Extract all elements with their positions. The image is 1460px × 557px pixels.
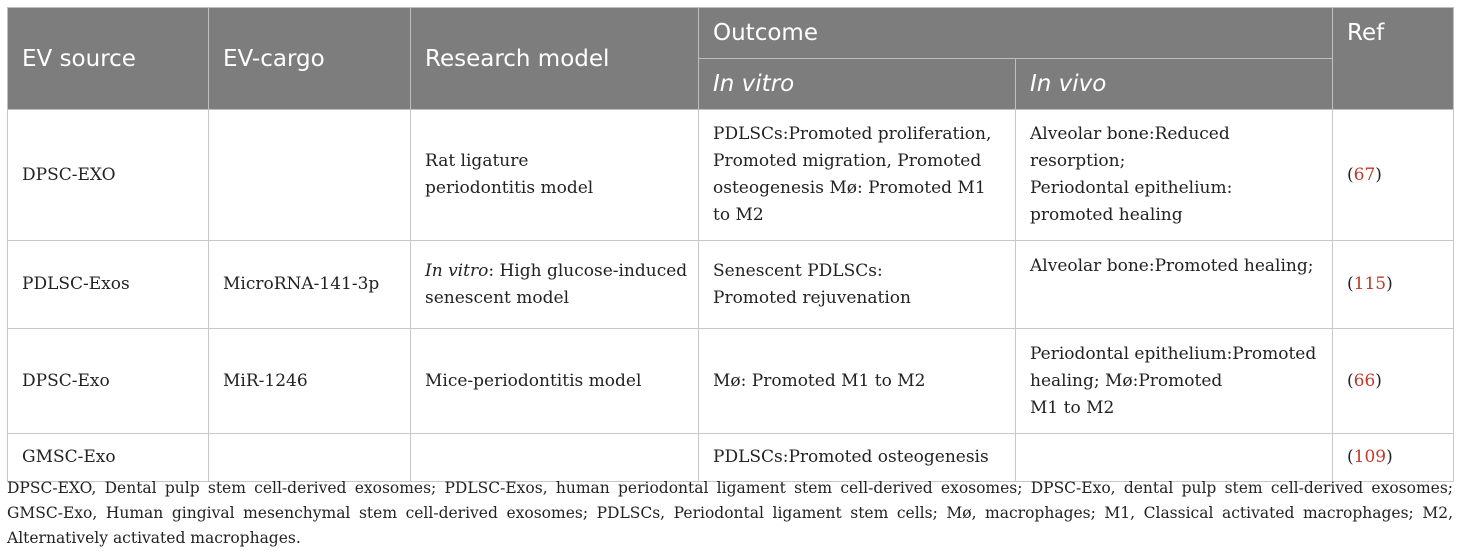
header-in-vitro: In vitro [699,59,1016,110]
header-ref: Ref [1333,8,1454,110]
cell-research-model [411,110,699,241]
cell-line: In vitro: High glucose-induced [425,260,688,281]
cell-ev-source: DPSC-EXO [8,110,209,241]
cell-line: Senescent PDLSCs: [713,260,883,281]
cell-line: Promoted migration, Promoted [713,151,982,171]
ev-table [7,7,1454,482]
cell-in-vitro [699,434,1016,482]
cell-line: healing; Mø:Promoted [1030,370,1223,391]
cell-line: PDLSCs:Promoted osteogenesis [713,447,989,467]
cell-in-vivo [1016,110,1333,241]
cell-line: Alveolar bone:Reduced resorption; [1030,124,1230,171]
header-ev-cargo: EV-cargo [209,8,411,110]
cell-ev-source: PDLSC-Exos [8,241,209,329]
cell-ev-source: GMSC-Exo [8,434,209,482]
cell-in-vivo [1016,241,1333,329]
cell-in-vivo [1016,329,1333,434]
cell-ev-cargo: MiR-1246 [209,329,411,434]
cell-line: Promoted rejuvenation [713,287,911,308]
ref-link[interactable]: 115 [1353,274,1387,294]
cell-line: Alveolar bone:Promoted healing; [1030,256,1314,276]
table-row [8,434,1454,482]
cell-line: Mice-periodontitis model [425,370,642,391]
cell-ref: (66) [1333,329,1454,434]
cell-research-model [411,241,699,329]
cell-ev-source: DPSC-Exo [8,329,209,434]
cell-in-vitro [699,329,1016,434]
cell-line: promoted healing [1030,205,1183,225]
table-container [7,7,1453,482]
cell-in-vitro [699,241,1016,329]
cell-line: senescent model [425,287,570,308]
cell-line: Mø: Promoted M1 to M2 [713,370,926,391]
cell-ref: (67) [1333,110,1454,241]
cell-line: Periodontal epithelium: [1030,178,1233,198]
ref-link[interactable]: 66 [1353,370,1376,391]
cell-line: Rat ligature [425,151,529,171]
cell-research-model [411,434,699,482]
cell-ev-cargo: MicroRNA-141-3p [209,241,411,329]
header-in-vivo: In vivo [1016,59,1333,110]
cell-ref: (109) [1333,434,1454,482]
cell-line: M1 to M2 [1030,397,1115,418]
cell-research-model [411,329,699,434]
cell-line: Periodontal epithelium:Promoted [1030,343,1317,364]
ref-link[interactable]: 109 [1353,447,1387,467]
cell-line: osteogenesis Mø: Promoted M1 [713,178,986,198]
table-row [8,241,1454,329]
header-ev-source: EV source [8,8,209,110]
table-row [8,329,1454,434]
cell-in-vivo [1016,434,1333,482]
cell-line: PDLSCs:Promoted proliferation, [713,124,992,144]
cell-ref: (115) [1333,241,1454,329]
table-footnote: DPSC-EXO, Dental pulp stem cell-derived exosomes; PDLSC-Exos, human periodontal ligament stem cell-derived exosomes; DPSC-Exo, dental pulp stem cell-derived exosomes; GMSC-Exo, Human gingival mesenchymal stem cell-derived exosomes; PDLSCs, Periodontal ligament stem cells; Mø, macrophages; M1, Classical activated macrophages; M2, Alternatively activated macrophages. [7,479,1453,547]
header-outcome: Outcome [699,8,1333,59]
cell-ev-cargo [209,110,411,241]
ref-link[interactable]: 67 [1353,164,1376,185]
cell-in-vitro [699,110,1016,241]
cell-ev-cargo [209,434,411,482]
cell-line: to M2 [713,205,764,225]
header-research-model: Research model [411,8,699,110]
table-row [8,110,1454,241]
cell-line: periodontitis model [425,178,594,198]
table-header [8,8,1454,110]
